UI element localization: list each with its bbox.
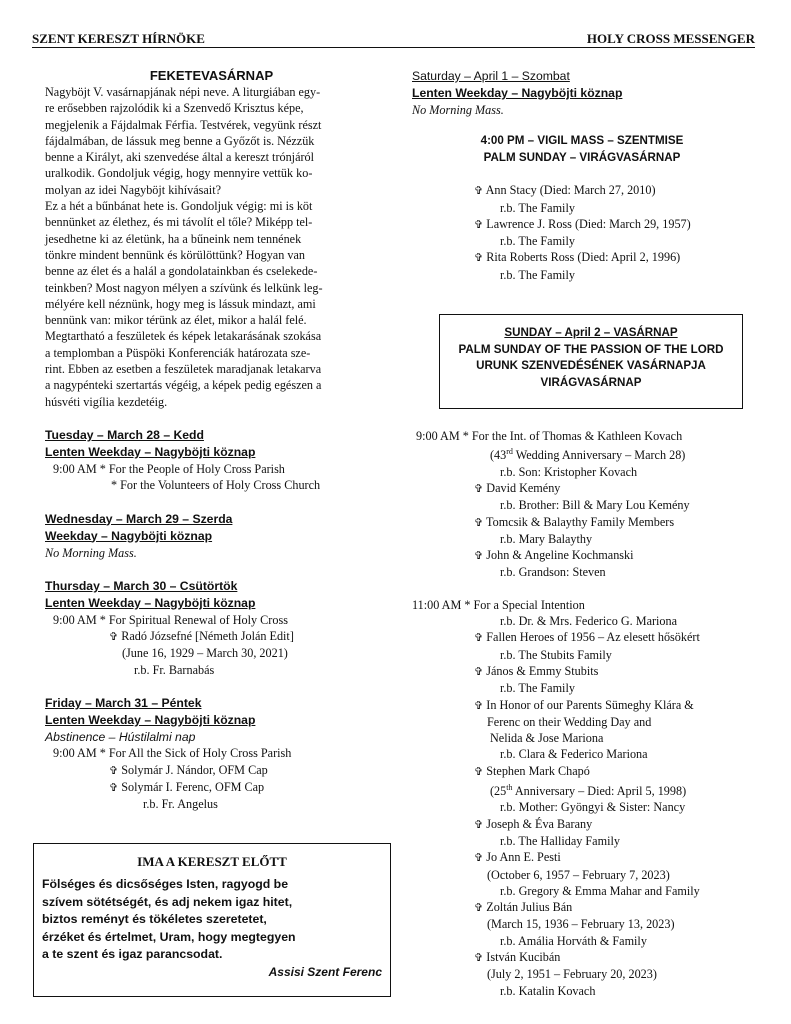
requested-by: r.b. Brother: Bill & Mary Lou Kemény: [500, 498, 690, 513]
requested-by: r.b. Fr. Angelus: [143, 797, 218, 812]
requested-by: r.b. Son: Kristopher Kovach: [500, 464, 638, 479]
article-line: rint. Ebben az esetben a feszületek maradjanak letakarva: [45, 362, 322, 377]
article-line: fájdalmában, de lássuk meg benne a Győzőt is. Nézzük: [45, 133, 315, 148]
mass-intention: ✞ Rita Roberts Ross (Died: April 2, 1996): [474, 250, 681, 265]
article-line: teinkben? Most nagyon mélyen a szívünk és lelkünk leg-: [45, 280, 323, 295]
article-line: bennünket az élethez, és mi távolít el tőle? Miképp tel-: [45, 215, 313, 230]
sunday-subtitle: VIRÁGVASÁRNAP: [540, 375, 642, 389]
cross-icon: ✞: [474, 952, 484, 965]
cross-icon: ✞: [474, 550, 484, 563]
mass-intention: 9:00 AM * For the People of Holy Cross Parish: [53, 461, 285, 476]
mass-intention: 11:00 AM * For a Special Intention: [412, 597, 585, 612]
prayer-line: a te szent és igaz parancsodat.: [42, 947, 223, 962]
prayer-line: szívem sötétségét, és adj nekem igaz hitet,: [42, 894, 293, 909]
sunday-box: [439, 314, 743, 409]
article-line: mélyére kell néznünk, hogy meg is lássuk mindazt, ami: [45, 296, 316, 311]
tuesday-subheading: Lenten Weekday – Nagyböjti köznap: [45, 444, 256, 459]
requested-by: r.b. The Stubits Family: [500, 647, 612, 662]
wednesday-subheading: Weekday – Nagyböjti köznap: [45, 528, 213, 543]
article-line: tönkre mindent bennünk és körülöttünk? Hogyan van: [45, 247, 305, 262]
cross-icon: ✞: [109, 631, 119, 644]
thursday-heading: Thursday – March 30 – Csütörtök: [45, 578, 238, 593]
mass-intention: ✞ János & Emmy Stubits: [474, 663, 599, 678]
cross-icon: ✞: [474, 482, 484, 495]
article-line: bennünk van: mikor térünk az élet, mikor a halál felé.: [45, 313, 307, 328]
dates: (July 2, 1951 – February 20, 2023): [487, 967, 657, 982]
article-line: a nagypénteki szertartás végéig, a képek pedig egészen a: [45, 378, 322, 393]
mass-intention: ✞ István Kucibán: [474, 950, 561, 965]
saturday-heading: Saturday – April 1 – Szombat: [412, 69, 570, 83]
friday-subheading: Lenten Weekday – Nagyböjti köznap: [45, 713, 256, 728]
prayer-box: [33, 843, 391, 997]
sunday-heading: SUNDAY – April 2 – VASÁRNAP: [504, 326, 678, 339]
requested-by: r.b. The Family: [500, 267, 575, 282]
mass-intention: 9:00 AM * For Spiritual Renewal of Holy Cross: [53, 612, 288, 627]
prayer-body: [42, 876, 382, 964]
article-body: [45, 84, 378, 410]
dates: (June 16, 1929 – March 30, 2021): [122, 646, 288, 661]
mass-intention: ✞ Zoltán Julius Bán: [474, 900, 573, 915]
article-title: FEKETEVASÁRNAP: [149, 68, 274, 83]
mass-intention: ✞ Solymár I. Ferenc, OFM Cap: [109, 779, 265, 794]
mass-intention: ✞ Solymár J. Nándor, OFM Cap: [109, 762, 268, 777]
article-line: Nagyböjt V. vasárnapjának népi neve. A liturgiában egy-: [45, 85, 321, 99]
header-rule: [32, 47, 755, 48]
mass-intention-cont: Nelida & Jose Mariona: [490, 731, 604, 746]
vigil-heading: 4:00 PM – VIGIL MASS – SZENTMISE: [480, 134, 684, 148]
article-line: uralkodik. Gondoljuk végig, hogy mennyire vettük ko-: [45, 166, 313, 181]
mass-intention: ✞ Radó Józsefné [Németh Jolán Edit]: [109, 629, 294, 644]
cross-icon: ✞: [474, 818, 484, 831]
cross-icon: ✞: [474, 902, 484, 915]
dates: (March 15, 1936 – February 13, 2023): [487, 917, 675, 932]
article-line: re erősebben rajzolódik ki a Szenvedő Krisztus képe,: [45, 101, 304, 116]
article-line: a templomban a Püspöki Konferenciák határozata sze-: [45, 345, 311, 360]
cross-icon: ✞: [474, 218, 484, 231]
article-line: Ez a hét a bűnbánat hete is. Gondoljuk végig: mi is köt: [45, 199, 313, 214]
requested-by: r.b. Clara & Federico Mariona: [500, 747, 648, 762]
mass-intention: ✞ Joseph & Éva Barany: [474, 816, 593, 831]
header-left-title: SZENT KERESZT HÍRNÖKE: [32, 31, 205, 46]
requested-by: r.b. Grandson: Steven: [500, 565, 606, 580]
requested-by: r.b. Gregory & Emma Mahar and Family: [500, 883, 700, 898]
friday-heading: Friday – March 31 – Péntek: [45, 696, 202, 711]
saturday-note: No Morning Mass.: [412, 103, 504, 117]
sunday-title-hu: URUNK SZENVEDÉSÉNEK VASÁRNAPJA: [476, 359, 706, 372]
anniversary: (25th Anniversary – Died: April 5, 1998): [490, 783, 687, 799]
tuesday-heading: Tuesday – March 28 – Kedd: [45, 427, 204, 442]
cross-icon: ✞: [474, 185, 484, 198]
article-line: benne a Királyt, aki szenvedése által a kereszt trónjáról: [45, 150, 315, 165]
mass-intention: 9:00 AM * For the Int. of Thomas & Kathleen Kovach: [416, 429, 683, 443]
header-right-title: HOLY CROSS MESSENGER: [586, 31, 755, 46]
article-line: benne az élet és a halál a gondolatainkban és cselekede-: [45, 264, 318, 279]
left-column: [45, 68, 378, 813]
sunday-masses: [412, 428, 772, 999]
requested-by: r.b. The Family: [500, 200, 575, 215]
friday-note: Abstinence – Hústilalmi nap: [45, 730, 196, 745]
wednesday-heading: Wednesday – March 29 – Szerda: [45, 511, 233, 526]
mass-intention: ✞ Fallen Heroes of 1956 – Az elesett hősökért: [474, 630, 700, 645]
requested-by: r.b. Katalin Kovach: [500, 983, 596, 998]
mass-intention: ✞ John & Angeline Kochmanski: [474, 548, 634, 563]
article-line: megjelenik a Fájdalmak Férfia. Testvérek, vegyünk részt: [45, 117, 322, 132]
requested-by: r.b. Amália Horváth & Family: [500, 933, 647, 948]
article-line: jesedhetne ki az életünk, ha a bűneink nem tennének: [45, 231, 302, 246]
cross-icon: ✞: [474, 665, 484, 678]
prayer-line: biztos reményt és tökéletes szeretetet,: [42, 912, 267, 927]
requested-by: r.b. Mother: Gyöngyi & Sister: Nancy: [500, 800, 686, 815]
anniversary: (43rd Wedding Anniversary – March 28): [490, 447, 686, 463]
requested-by: r.b. The Family: [500, 681, 575, 696]
sunday-title: PALM SUNDAY OF THE PASSION OF THE LORD: [458, 342, 724, 356]
mass-intention: ✞ In Honor of our Parents Sümeghy Klára &: [474, 697, 694, 712]
mass-intention: ✞ David Kemény: [474, 480, 561, 495]
article-line: Megtartható a feszületek és képek letakarásának szokása: [45, 329, 322, 344]
cross-icon: ✞: [109, 764, 119, 777]
mass-intention: ✞ Ann Stacy (Died: March 27, 2010): [474, 183, 656, 198]
article-line: húsvéti vigília kezdetéig.: [45, 394, 168, 409]
requested-by: r.b. The Family: [500, 234, 575, 249]
cross-icon: ✞: [109, 781, 119, 794]
thursday-subheading: Lenten Weekday – Nagyböjti köznap: [45, 595, 256, 610]
cross-icon: ✞: [474, 852, 484, 865]
wednesday-note: No Morning Mass.: [45, 545, 137, 560]
mass-intention: ✞ Stephen Mark Chapó: [474, 763, 590, 778]
cross-icon: ✞: [474, 765, 484, 778]
prayer-line: érzéket és értelmet, Uram, hogy megtegyen: [42, 929, 296, 944]
prayer-title: IMA A KERESZT ELŐTT: [137, 854, 287, 869]
cross-icon: ✞: [474, 516, 484, 529]
mass-intention: 9:00 AM * For All the Sick of Holy Cross Parish: [53, 746, 292, 761]
prayer-signature: Assisi Szent Ferenc: [268, 964, 382, 979]
mass-intention: ✞ Tomcsik & Balaythy Family Members: [474, 514, 675, 529]
saturday-subheading: Lenten Weekday – Nagyböjti köznap: [412, 86, 623, 100]
cross-icon: ✞: [474, 699, 484, 712]
right-column: [412, 68, 752, 283]
requested-by: r.b. Dr. & Mrs. Federico G. Mariona: [500, 614, 678, 629]
prayer-line: Fölséges és dicsőséges Isten, ragyogd be: [42, 877, 289, 892]
mass-intention: ✞ Jo Ann E. Pesti: [474, 850, 561, 865]
requested-by: r.b. Mary Balaythy: [500, 531, 593, 546]
cross-icon: ✞: [474, 252, 484, 265]
dates: (October 6, 1957 – February 7, 2023): [487, 867, 670, 882]
mass-intention: ✞ Lawrence J. Ross (Died: March 29, 1957): [474, 216, 691, 231]
cross-icon: ✞: [474, 632, 484, 645]
mass-intention-cont: Ferenc on their Wedding Day and: [487, 714, 652, 729]
vigil-subheading: PALM SUNDAY – VIRÁGVASÁRNAP: [483, 150, 681, 164]
article-line: molyan az idei Nagyböjt kihívásait?: [45, 182, 221, 197]
requested-by: r.b. The Halliday Family: [500, 833, 620, 848]
page-header: [32, 31, 755, 47]
requested-by: r.b. Fr. Barnabás: [134, 662, 215, 677]
mass-intention: * For the Volunteers of Holy Cross Church: [111, 478, 321, 493]
